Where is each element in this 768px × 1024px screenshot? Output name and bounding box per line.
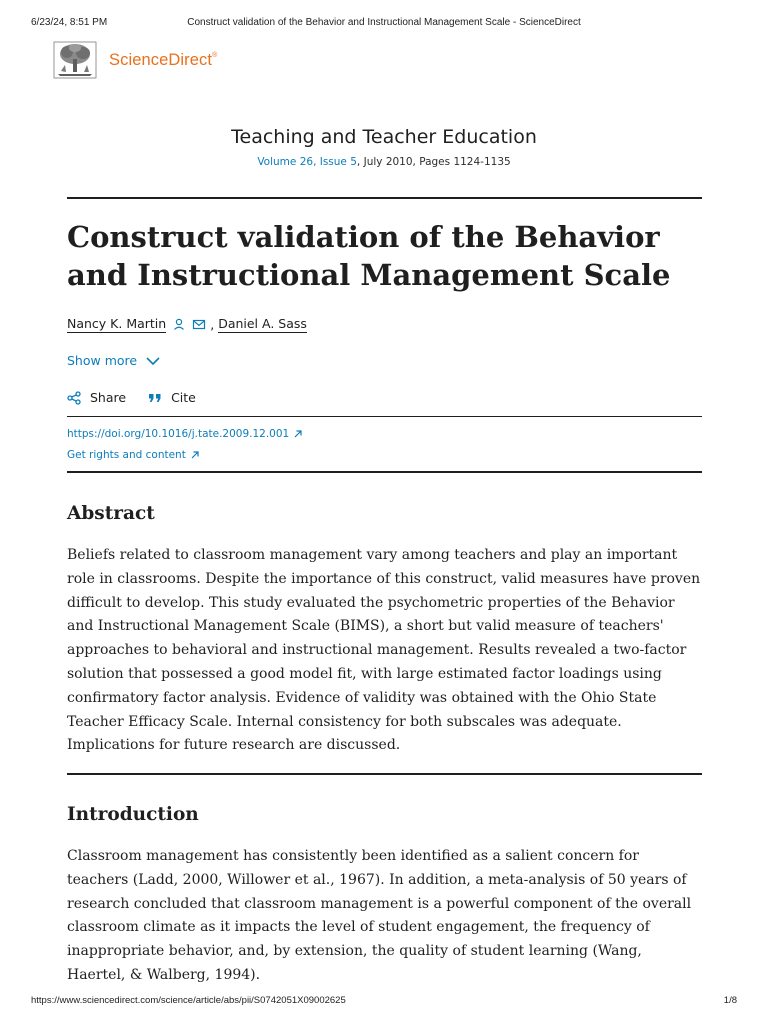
envelope-icon[interactable] (192, 317, 206, 331)
author-list (67, 314, 307, 334)
chevron-down-icon (145, 356, 161, 366)
logo-wordmark: ScienceDirect® (109, 50, 218, 69)
external-link-icon (293, 429, 303, 439)
print-page-title: Construct validation of the Behavior and Instructional Management Scale - ScienceDirect (187, 17, 581, 28)
doi-link[interactable] (67, 426, 303, 442)
print-date: 6/23/24, 8:51 PM (31, 17, 108, 28)
introduction-heading: Introduction (67, 804, 199, 825)
issue-date-pages: , July 2010, Pages 1124-1135 (356, 156, 511, 168)
show-more-label: Show more (67, 353, 138, 368)
article-title: Construct validation of the Behavior and Instructional Management Scale (67, 220, 671, 292)
elsevier-tree-icon (53, 41, 97, 79)
author-link-martin[interactable]: Nancy K. Martin (67, 315, 167, 331)
abstract-divider (67, 773, 702, 775)
person-icon[interactable] (172, 317, 186, 331)
cite-button[interactable] (148, 390, 196, 405)
abstract-text: Beliefs related to classroom management vary among teachers and play an important role in classrooms. Despite the importance of this construct, valid measures have proven difficult to develop. This study evaluated the psychometric properties of the Behavior and Instructional Management Scale (BIMS), a short but valid measure of teachers' approaches to behavioral and instructional management. Results revealed a two-factor solution that possessed a good model fit, with large estimated factor loadings using confirmatory factor analysis. Evidence of validity was obtained with the Ohio State Teacher Efficacy Scale. Internal consistency for both subscales was adequate. Implications for future research are discussed. (67, 547, 701, 754)
quote-icon (148, 392, 162, 404)
introduction-text: Classroom management has consistently been identified as a salient concern for teachers (Ladd, 2000, Willower et al., 1967). In addition, a meta-analysis of 50 years of research concluded that classroom management is a powerful component of the overall classroom climate as it impacts the level of student engagement, the frequency of inappropriate behavior, and, by extension, the quality of student learning (Wang, Haertel, & Walberg, 1994). (67, 848, 692, 983)
rights-link-text: Get rights and content (67, 448, 186, 461)
cite-label: Cite (171, 390, 196, 405)
article-actions (67, 390, 218, 405)
issue-line (0, 156, 768, 168)
share-icon (67, 391, 81, 405)
print-header (31, 17, 737, 31)
external-link-icon (190, 450, 200, 460)
print-page-number: 1/8 (723, 995, 737, 1006)
author-separator: , (210, 316, 215, 332)
meta-divider-top (67, 416, 702, 417)
author-link-sass[interactable]: Daniel A. Sass (218, 315, 307, 331)
journal-title[interactable]: Teaching and Teacher Education (231, 126, 537, 148)
volume-issue-link[interactable]: Volume 26, Issue 5 (257, 156, 357, 168)
header-divider (67, 197, 702, 199)
share-button[interactable] (67, 390, 126, 405)
share-label: Share (90, 390, 127, 405)
show-more-button[interactable] (67, 353, 161, 368)
print-url: https://www.sciencedirect.com/science/article/abs/pii/S0742051X09002625 (31, 995, 346, 1006)
doi-link-text: https://doi.org/10.1016/j.tate.2009.12.001 (67, 428, 290, 440)
meta-divider-bottom (67, 471, 702, 473)
print-footer (31, 995, 737, 1009)
sciencedirect-logo[interactable] (53, 40, 217, 80)
article-links (67, 426, 303, 467)
rights-link[interactable] (67, 447, 303, 463)
abstract-heading: Abstract (67, 503, 155, 524)
